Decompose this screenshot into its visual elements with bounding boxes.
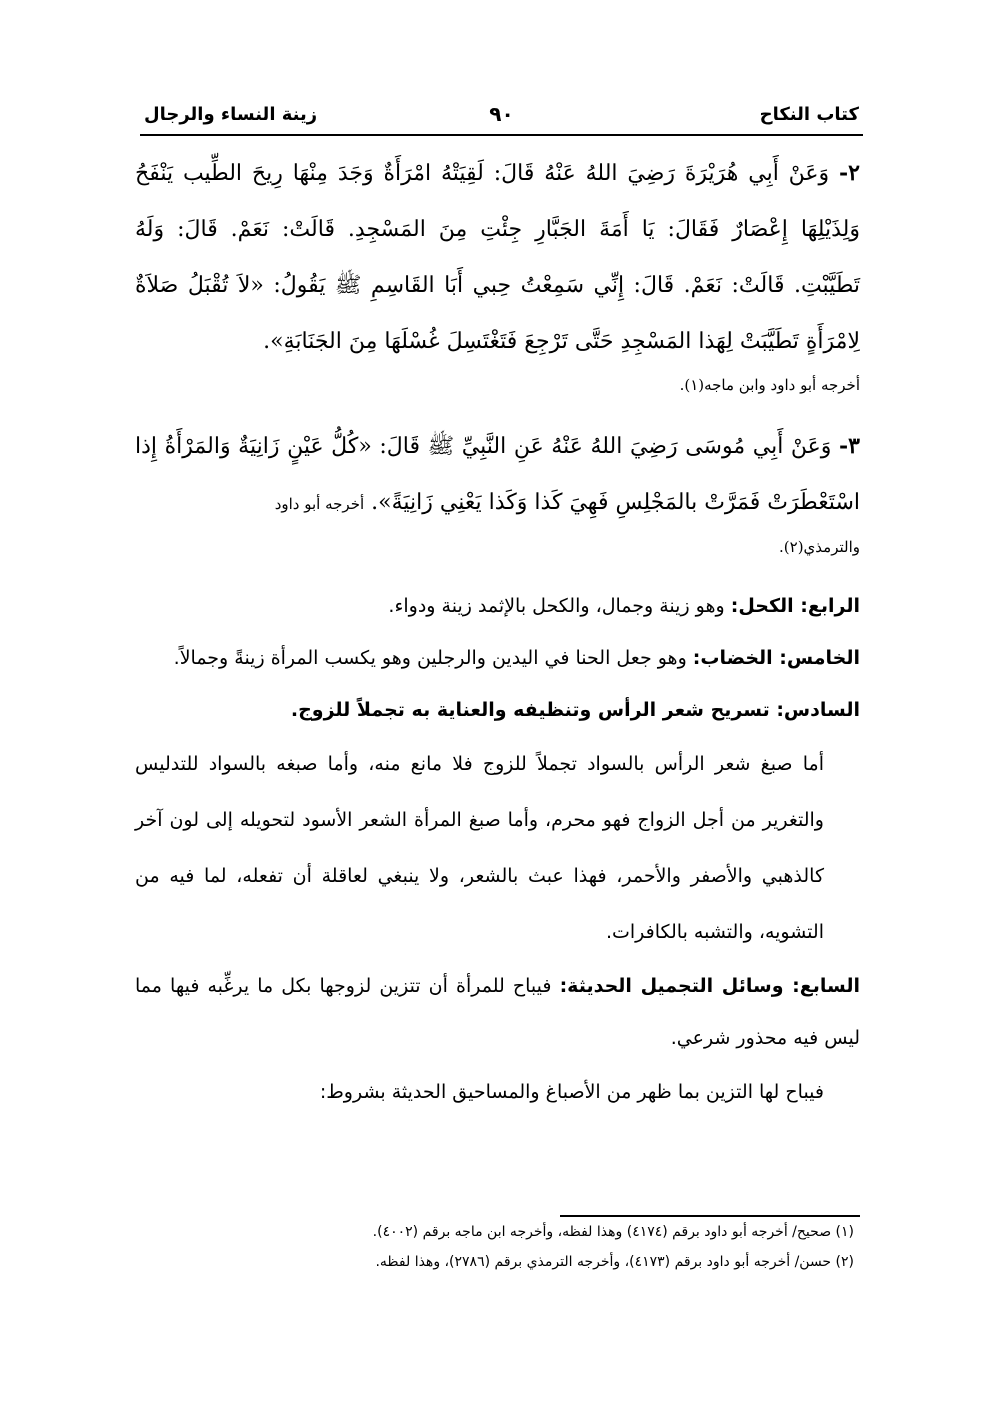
section-label: السابع: وسائل التجميل الحديثة: [559, 975, 860, 997]
page-header [140, 100, 863, 136]
hadith-source: أخرجه أبو داود وابن ماجه(١). [679, 376, 860, 394]
hadith-2 [135, 145, 860, 370]
paragraph-hair-dye: أما صبغ شعر الرأس بالسواد تجملاً للزوج فلا مانع منه، وأما صبغه بالسواد للتدليس والتغرير من أجل الزواج فهو محرم، وأما صبغ المرأة الشعر الأسود لتحويله إلى لون آخر كالذهبي والأصفر والأحمر، فهذا عبث بالشعر، ولا ينبغي لعاقلة أن تفعله، لما فيه من التشويه، والتشبه بالكافرات. [135, 753, 824, 943]
hadith-source-inline: أخرجه أبو داود [274, 495, 365, 513]
section-cosmetics [135, 960, 860, 1064]
footnote-2: (٢) حسن/ أخرجه أبو داود برقم (٤١٧٣)، وأخرجه الترمذي برقم (٢٧٨٦)، وهذا لفظه. [375, 1254, 854, 1270]
section-henna [135, 632, 860, 684]
hadith-3 [135, 418, 860, 532]
section-label: السادس: تسريح شعر الرأس وتنظيفه والعناية به تجملاً للزوج. [290, 699, 860, 721]
section-text: وهو زينة وجمال، والكحل بالإثمد زينة ودواء. [388, 595, 725, 617]
hadith-text: وَعَنْ أَبِي مُوسَى رَضِيَ اللهُ عَنْهُ عَنِ النَّبِيِّ ﷺ قَالَ: «كُلُّ عَيْنٍ زَانِيَةٌ وَالمَرْأَةُ إِذا اسْتَعْطَرَتْ فَمَرَّتْ بالمَجْلِسِ فَهِيَ كَذا وَكَذا يَعْنِي زَانِيَةً». [135, 434, 860, 515]
book-title: كتاب النكاح [759, 104, 859, 125]
footnote-1: (١) صحيح/ أخرجه أبو داود برقم (٤١٧٤) وهذا لفظه، وأخرجه ابن ماجه برقم (٤٠٠٢). [372, 1224, 854, 1240]
hadith-number: ٣- [839, 433, 860, 459]
section-label: الخامس: الخضاب: [692, 647, 860, 669]
footnotes [135, 1215, 860, 1277]
section-hair [135, 684, 860, 736]
page-number: ٩٠ [489, 102, 514, 126]
section-text: وهو جعل الحنا في اليدين والرجلين وهو يكسب المرأة زينةً وجمالاً. [173, 647, 687, 669]
section-label: الرابع: الكحل: [730, 595, 860, 617]
paragraph-conditions: فيباح لها التزين بما ظهر من الأصباغ والمساحيق الحديثة بشروط: [319, 1081, 824, 1103]
hadith-source: والترمذي(٢). [779, 538, 860, 556]
section-text: فيباح للمرأة أن تتزين لزوجها بكل ما يرغِّبه فيها مما ليس فيه محذور شرعي. [135, 975, 860, 1049]
chapter-title: زينة النساء والرجال [144, 104, 318, 125]
hadith-number: ٢- [839, 160, 860, 186]
hadith-text: وَعَنْ أَبِي هُرَيْرَةَ رَضِيَ اللهُ عَنْهُ قَالَ: لَقِيَتْهُ امْرَأَةٌ وَجَدَ مِنْهَا رِيحَ الطِّيب يَنْفَحُ وَلِذَيْلِهَا إِعْصَارٌ فَقَالَ: يَا أَمَةَ الجَبَّارِ جِئْتِ مِنَ المَسْجِدِ. قَالَتْ: نَعَمْ. قَالَ: وَلَهُ تَطَيَّبْتِ. قَالَتْ: نَعَمْ. قَالَ: إِنِّي سَمِعْتُ حِبي أَبَا القَاسِمِ ﷺ يَقُولُ: «لاَ تُقْبَلُ صَلاَةٌ لِامْرَأَةٍ تَطَيَّبَتْ لِهَذا المَسْجِدِ حَتَّى تَرْجِعَ فَتَغْتَسِلَ غُسْلَهَا مِنَ الجَنَابَةِ». [135, 161, 860, 354]
page-body [135, 145, 860, 1120]
section-kohl [135, 580, 860, 632]
